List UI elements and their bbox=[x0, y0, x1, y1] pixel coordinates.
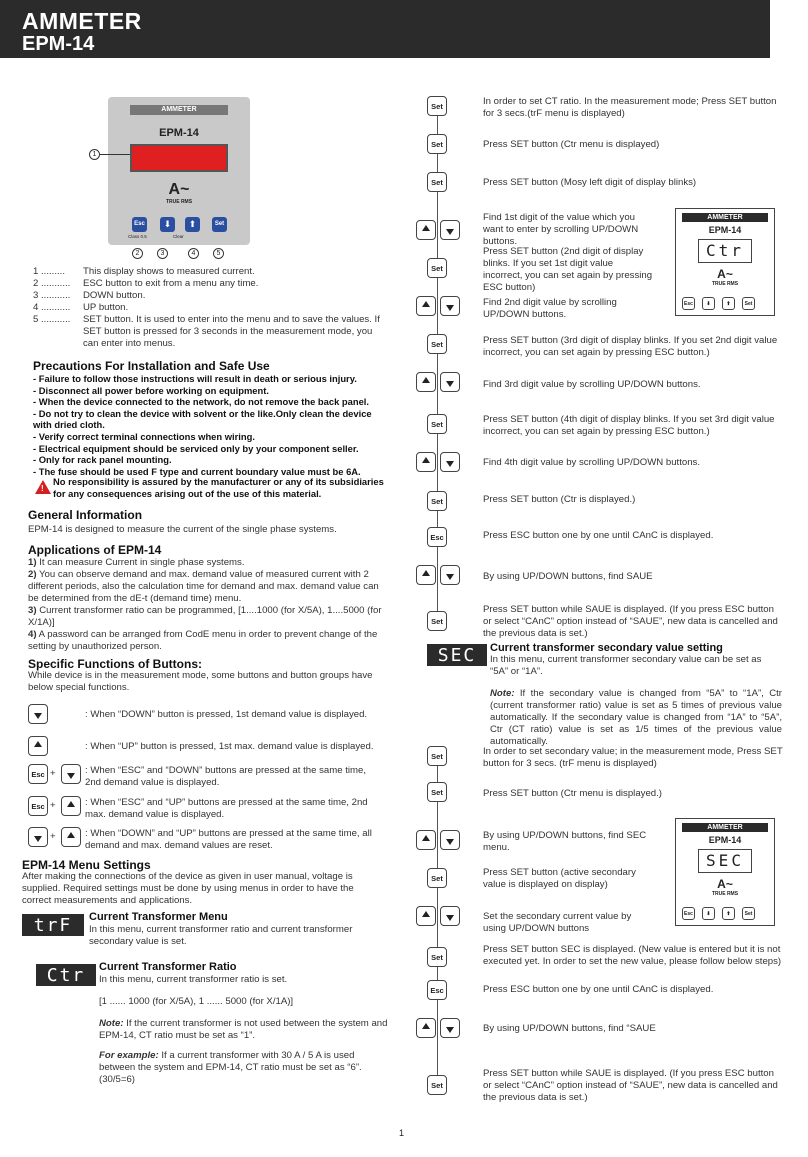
down-key[interactable] bbox=[440, 1018, 460, 1038]
up-key[interactable] bbox=[61, 827, 81, 847]
precautions-list bbox=[33, 373, 389, 477]
plus-sign: + bbox=[50, 800, 56, 811]
down-key[interactable] bbox=[440, 452, 460, 472]
down-key[interactable] bbox=[440, 220, 460, 240]
page-header bbox=[0, 0, 770, 58]
secondary-note: Note: If the secondary value is changed from “5A” to “1A”, Ctr (current transformer ratio) value is set as 5 times of previous value automatically. If the secondary value is changed from “1A” to “5A”, Ctr (CT ratio) value is set as 1/5 times of the previous value automatically. bbox=[490, 688, 782, 747]
ct-ratio-text: In this menu, current transformer ratio is set. bbox=[99, 974, 288, 985]
header-title: AMMETER bbox=[22, 8, 142, 34]
plus-sign: + bbox=[50, 768, 56, 779]
legend-item: 1 ......... This display shows to measured current. bbox=[33, 266, 255, 277]
device-unit: A~ bbox=[717, 877, 733, 891]
precaution-item: - The fuse should be used F type and current boundary value must be 6A. bbox=[33, 465, 361, 477]
up-key[interactable]: ⬆ bbox=[722, 297, 735, 310]
step3-text: Press SET button (Mosy left digit of display blinks) bbox=[483, 177, 697, 188]
esc-key[interactable]: Esc bbox=[28, 796, 48, 816]
step11-text: Press SET button (Ctr is displayed.) bbox=[483, 494, 636, 505]
set-key[interactable]: Set bbox=[427, 868, 447, 888]
secondary-title: Current transformer secondary value setting bbox=[490, 642, 723, 654]
step13-text: By using UP/DOWN buttons, find SAUE bbox=[483, 571, 653, 582]
up-key[interactable] bbox=[416, 906, 436, 926]
device-class: Class 0.5 bbox=[128, 234, 147, 239]
step9-text: Press SET button (4th digit of display blinks. If you set 3rd digit value incorrect, you can set again by pressing ESC button.) bbox=[483, 414, 775, 437]
device-clear: Clear bbox=[173, 234, 184, 239]
callout-2: 2 bbox=[132, 248, 143, 259]
esc-key[interactable]: Esc bbox=[427, 980, 447, 1000]
set-key[interactable]: Set bbox=[742, 907, 755, 920]
device-model: EPM-14 bbox=[159, 127, 199, 139]
set-key[interactable]: Set bbox=[427, 258, 447, 278]
legend-item: 4 ........... UP button. bbox=[33, 302, 129, 313]
precautions-title: Precautions For Installation and Safe Use bbox=[33, 359, 270, 373]
set-key[interactable]: Set bbox=[427, 172, 447, 192]
down-key[interactable] bbox=[28, 704, 48, 724]
ct-ratio-note: Note: If the current transformer is not used between the system and EPM-14, CT ratio must be set as “1”. bbox=[99, 1018, 388, 1041]
precaution-item: - When the device connected to the network, do not remove the back panel. bbox=[33, 396, 369, 408]
down-key[interactable]: ⬇ bbox=[702, 297, 715, 310]
function-esc-down-text: : When “ESC” and “DOWN” buttons are pressed at the same time, 2nd demand value is displayed. bbox=[85, 765, 366, 788]
set-key[interactable]: Set bbox=[427, 414, 447, 434]
warning-mark: ! bbox=[41, 484, 44, 493]
up-key[interactable] bbox=[416, 830, 436, 850]
step8-text: Find 3rd digit value by scrolling UP/DOWN buttons. bbox=[483, 379, 701, 390]
step5-text: Press SET button (2nd digit of display blinks. If you set 1st digit value incorrect, you can set again by pressing ESC button) bbox=[483, 246, 653, 293]
precaution-item: - Do not try to clean the device with solvent or the like.Only clean the device with dried cloth. bbox=[33, 407, 372, 431]
step1-text: In order to set CT ratio. In the measurement mode; Press SET button for 3 secs.(trF menu is displayed) bbox=[483, 96, 777, 119]
trf-lcd: trF bbox=[22, 914, 84, 936]
sec-lcd: SEC bbox=[427, 644, 487, 666]
ct-menu-title: Current Transformer Menu bbox=[89, 911, 228, 923]
ctr-lcd: Ctr bbox=[36, 964, 96, 986]
set-key[interactable]: Set bbox=[427, 746, 447, 766]
device-esc-key[interactable]: Esc bbox=[132, 217, 147, 232]
set-key[interactable]: Set bbox=[427, 491, 447, 511]
set-key[interactable]: Set bbox=[742, 297, 755, 310]
callout-5: 5 bbox=[213, 248, 224, 259]
device-band: AMMETER bbox=[682, 823, 768, 832]
device-unit: A~ bbox=[168, 181, 190, 198]
warning-text: No responsibility is assured by the manufacturer or any of its subsidiaries for any consequences arising out of the use of this material. bbox=[53, 476, 384, 499]
esc-key[interactable]: Esc bbox=[28, 764, 48, 784]
general-text: EPM-14 is designed to measure the current of the single phase systems. bbox=[28, 524, 337, 535]
up-key[interactable] bbox=[416, 296, 436, 316]
sec-step2-text: Press SET button (Ctr menu is displayed.) bbox=[483, 788, 662, 799]
device-diagram-sec bbox=[675, 818, 775, 926]
set-key[interactable]: Set bbox=[427, 782, 447, 802]
functions-intro: While device is in the measurement mode, some buttons and button groups have below special functions. bbox=[28, 670, 373, 693]
set-key[interactable]: Set bbox=[427, 947, 447, 967]
ct-menu-text: In this menu, current transformer ratio and current transformer secondary value is set. bbox=[89, 924, 353, 947]
sec-step4-text: Press SET button (active secondary value is displayed on display) bbox=[483, 867, 636, 890]
up-key[interactable] bbox=[416, 452, 436, 472]
precaution-item: - Failure to follow those instructions will result in death or serious injury. bbox=[33, 373, 357, 384]
step14-text: Press SET button while SAUE is displayed. (If you press ESC button or select “CAnC” option instead of “SAUE”, new data is cancelled and the previous data is set.) bbox=[483, 604, 778, 639]
sec-step6-text: Press SET button SEC is displayed. (New value is entered but it is not executed yet. In order to set the new value, please follow below steps) bbox=[483, 944, 782, 967]
legend-item: 2 ........... ESC button to exit from a menu any time. bbox=[33, 278, 259, 289]
function-down-up-text: : When “DOWN” and “UP” buttons are pressed at the same time, all demand and max. demand values are reset. bbox=[85, 828, 372, 851]
callout-1: 1 bbox=[89, 149, 100, 160]
general-title: General Information bbox=[28, 508, 143, 522]
device-lcd: Ctr bbox=[698, 239, 752, 263]
device-unit-sub: TRUE RMS bbox=[711, 281, 739, 287]
callout-4: 4 bbox=[188, 248, 199, 259]
precaution-item: - Electrical equipment should be serviced only by your component seller. bbox=[33, 442, 359, 454]
application-item: 2) You can observe demand and max. demand value of measured current with 2 different periods, also the calculation time for demand and max. demand value can be determined from the dE-t (demand time) menu. bbox=[28, 569, 379, 604]
up-key[interactable] bbox=[416, 565, 436, 585]
sec-step5-text: Set the secondary current value by using UP/DOWN buttons bbox=[483, 911, 632, 934]
device-display bbox=[130, 144, 228, 172]
device-down-key[interactable]: ⬇ bbox=[160, 217, 175, 232]
set-key[interactable]: Set bbox=[427, 334, 447, 354]
applications-title: Applications of EPM-14 bbox=[28, 543, 162, 557]
device-lcd: SEC bbox=[698, 849, 752, 873]
precaution-item: - Only for rack panel mounting. bbox=[33, 454, 172, 466]
down-key[interactable] bbox=[440, 565, 460, 585]
device-model: EPM-14 bbox=[708, 225, 742, 235]
step4-text: Find 1st digit of the value which you want to enter by scrolling UP/DOWN buttons. bbox=[483, 212, 639, 247]
down-key[interactable] bbox=[61, 764, 81, 784]
device-set-key[interactable]: Set bbox=[212, 217, 227, 232]
device-up-key[interactable]: ⬆ bbox=[185, 217, 200, 232]
ct-ratio-title: Current Transformer Ratio bbox=[99, 961, 237, 973]
set-key[interactable]: Set bbox=[427, 1075, 447, 1095]
device-band: AMMETER bbox=[682, 213, 768, 222]
up-key[interactable] bbox=[416, 1018, 436, 1038]
function-up-text: : When “UP” button is pressed, 1st max. demand value is displayed. bbox=[85, 741, 374, 752]
ct-ratio-range: [1 ...... 1000 (for X/5A), 1 ...... 5000 (for X/1A)] bbox=[99, 996, 294, 1007]
device-unit-sub: TRUE RMS bbox=[711, 891, 739, 897]
sec-step8-text: By using UP/DOWN buttons, find “SAUE bbox=[483, 1023, 656, 1034]
down-key[interactable] bbox=[440, 372, 460, 392]
legend-list bbox=[33, 266, 383, 350]
down-key[interactable] bbox=[28, 827, 48, 847]
up-key[interactable] bbox=[61, 796, 81, 816]
up-key[interactable] bbox=[416, 220, 436, 240]
esc-key[interactable]: Esc bbox=[682, 907, 695, 920]
callout-3: 3 bbox=[157, 248, 168, 259]
down-key[interactable] bbox=[440, 830, 460, 850]
ct-ratio-example: For example: If a current transformer with 30 A / 5 A is used between the system and EPM-14, CT ratio must be set as “6”. (30/5=6) bbox=[99, 1050, 362, 1085]
up-key[interactable] bbox=[416, 372, 436, 392]
device-band: AMMETER bbox=[130, 105, 228, 115]
step6-text: Find 2nd digit value by scrolling UP/DOWN buttons. bbox=[483, 297, 617, 320]
step12-text: Press ESC button one by one until CAnC is displayed. bbox=[483, 530, 714, 541]
callout-1-line bbox=[100, 154, 130, 155]
esc-key[interactable]: Esc bbox=[682, 297, 695, 310]
header-model: EPM-14 bbox=[22, 33, 95, 55]
legend-item: 3 ........... DOWN button. bbox=[33, 290, 146, 301]
device-diagram-ctr bbox=[675, 208, 775, 316]
set-key[interactable]: Set bbox=[427, 134, 447, 154]
down-key[interactable] bbox=[440, 906, 460, 926]
esc-key[interactable]: Esc bbox=[427, 527, 447, 547]
application-item: 3) Current transformer ratio can be programmed, [1....1000 (for X/5A), 1....5000 (for X/1A)] bbox=[28, 605, 382, 628]
functions-title: Specific Functions of Buttons: bbox=[28, 657, 202, 671]
precaution-item: - Verify correct terminal connections when wiring. bbox=[33, 430, 255, 442]
precaution-item: - Disconnect all power before working on equipment. bbox=[33, 384, 269, 396]
device-unit: A~ bbox=[717, 267, 733, 281]
device-photo bbox=[108, 97, 250, 245]
legend-item: 5 ........... SET button. It is used to enter into the menu and to save the values. If SET button is pressed for 3 seconds in the measurement mode, you can enter into menus. bbox=[33, 314, 380, 349]
sec-step9-text: Press SET button while SAUE is displayed. (If you press ESC button or select “CAnC” option instead of “SAUE”, new data is cancelled and the previous data is set.) bbox=[483, 1068, 778, 1103]
applications-list bbox=[28, 557, 383, 653]
plus-sign: + bbox=[50, 831, 56, 842]
menu-settings-text: After making the connections of the device as given in user manual, voltage is supplied. Required settings must be done by using menus in order to have the correct measurements and applications. bbox=[22, 871, 354, 906]
device-model: EPM-14 bbox=[708, 835, 742, 845]
sec-step3-text: By using UP/DOWN buttons, find SEC menu. bbox=[483, 830, 647, 853]
sec-step1-text: In order to set secondary value; in the measurement mode, Press SET button for 3 secs. (trF menu is displayed) bbox=[483, 746, 783, 769]
function-down-text: : When “DOWN” button is pressed, 1st demand value is displayed. bbox=[85, 709, 368, 720]
down-key[interactable] bbox=[440, 296, 460, 316]
function-esc-up-text: : When “ESC” and “UP” buttons are pressed at the same time, 2nd max. demand value is displayed. bbox=[85, 797, 368, 820]
page-number: 1 bbox=[399, 1128, 405, 1138]
sec-step7-text: Press ESC button one by one until CAnC is displayed. bbox=[483, 984, 714, 995]
application-item: 1) It can measure Current in single phase systems. bbox=[28, 557, 245, 568]
step2-text: Press SET button (Ctr menu is displayed) bbox=[483, 139, 660, 150]
set-key[interactable]: Set bbox=[427, 611, 447, 631]
application-item: 4) A password can be arranged from CodE menu in order to prevent change of the setting by unauthorized person. bbox=[28, 629, 378, 652]
set-key[interactable]: Set bbox=[427, 96, 447, 116]
up-key[interactable]: ⬆ bbox=[722, 907, 735, 920]
step7-text: Press SET button (3rd digit of display blinks. If you set 2nd digit value incorrect, you can set again by pressing ESC button.) bbox=[483, 335, 778, 358]
down-key[interactable]: ⬇ bbox=[702, 907, 715, 920]
menu-settings-title: EPM-14 Menu Settings bbox=[22, 858, 151, 872]
secondary-text: In this menu, current transformer secondary value can be set as “5A” or “1A”. bbox=[490, 654, 762, 677]
device-unit-sub: TRUE RMS bbox=[165, 199, 193, 205]
up-key[interactable] bbox=[28, 736, 48, 756]
step10-text: Find 4th digit value by scrolling UP/DOWN buttons. bbox=[483, 457, 701, 468]
flow-line bbox=[437, 760, 438, 1090]
